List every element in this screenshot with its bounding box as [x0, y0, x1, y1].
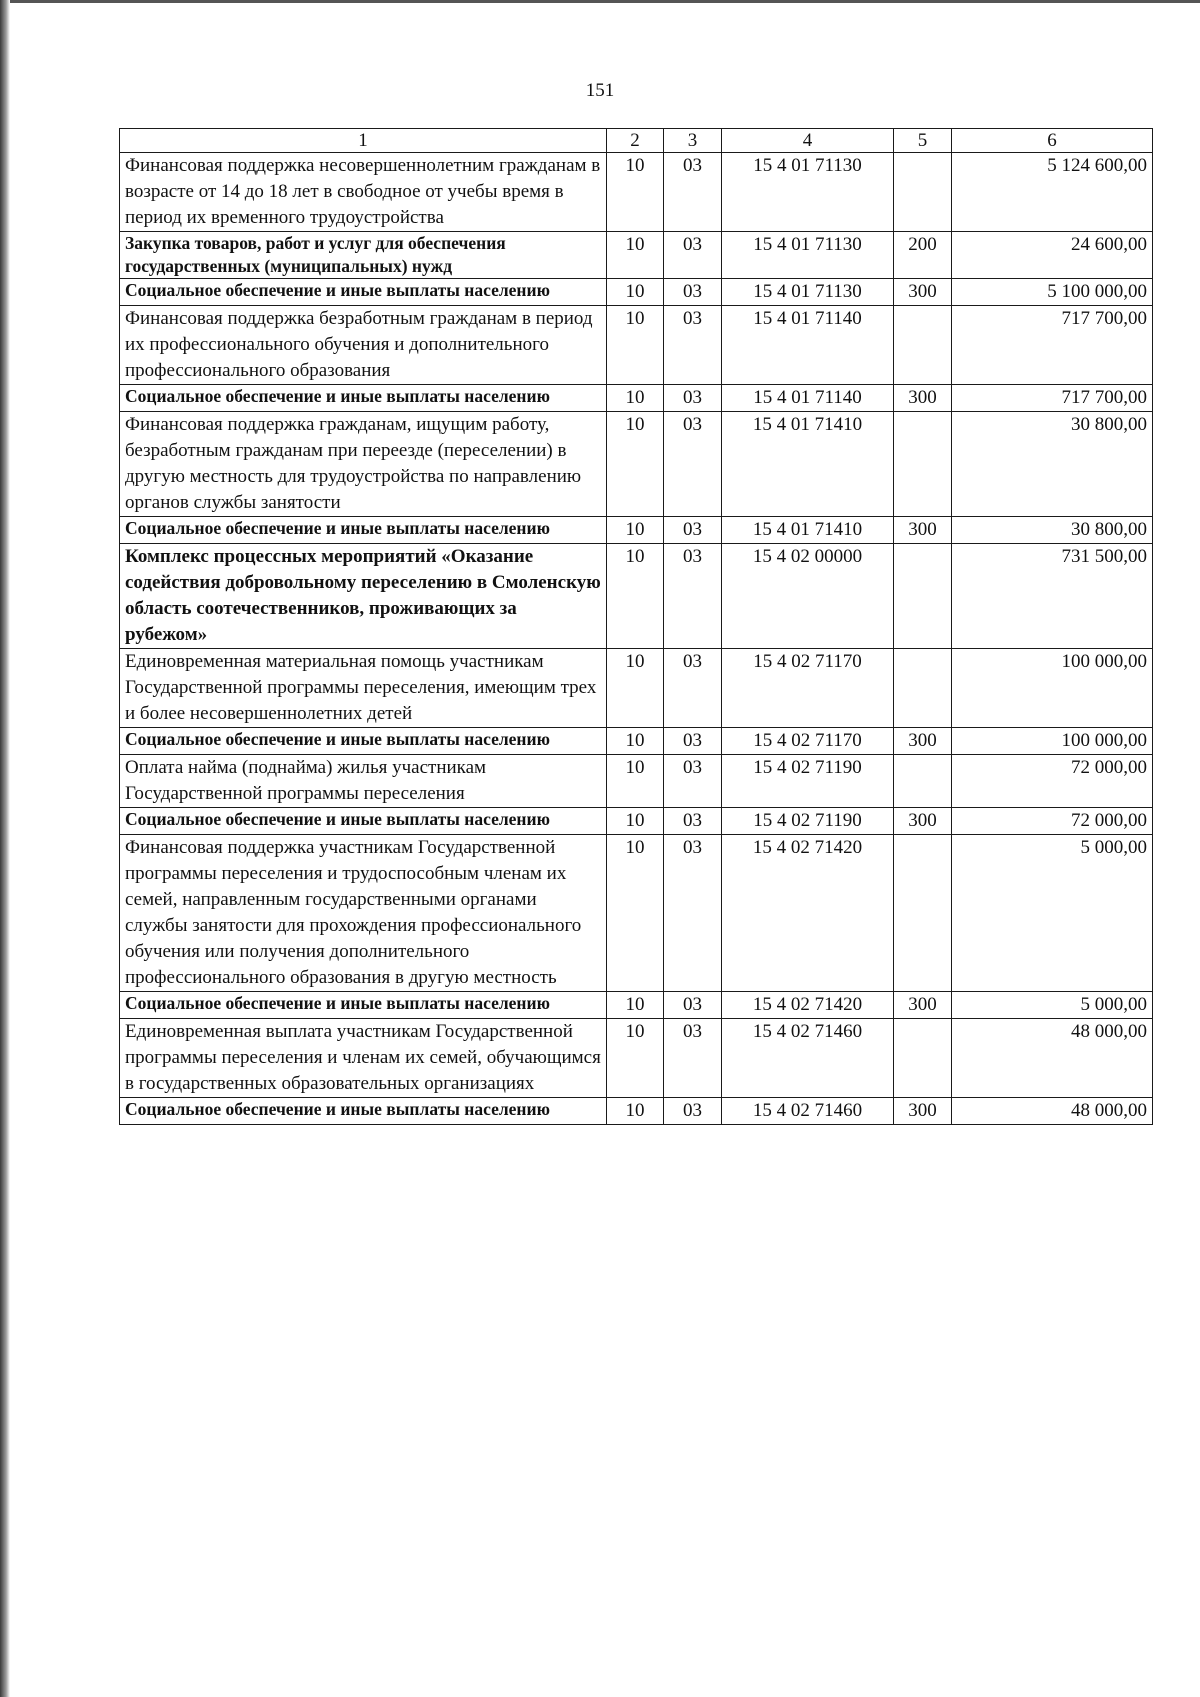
row-expense-type — [894, 649, 952, 728]
row-subsection: 03 — [664, 755, 722, 808]
row-amount: 5 000,00 — [952, 835, 1153, 992]
table-body — [120, 153, 1153, 1125]
row-amount: 5 124 600,00 — [952, 153, 1153, 232]
header-col-2: 2 — [607, 129, 664, 153]
row-amount: 72 000,00 — [952, 808, 1153, 835]
row-expense-type — [894, 306, 952, 385]
row-expense-type: 200 — [894, 232, 952, 279]
header-col-4: 4 — [722, 129, 894, 153]
row-target-code: 15 4 02 71460 — [722, 1019, 894, 1098]
row-target-code: 15 4 02 71420 — [722, 835, 894, 992]
row-description: Социальное обеспечение и иные выплаты населению — [120, 992, 607, 1019]
row-section: 10 — [607, 1019, 664, 1098]
table-row — [120, 412, 1153, 517]
row-description: Финансовая поддержка несовершеннолетним гражданам в возрасте от 14 до 18 лет в свободное от учебы время в период их временного трудоустройства — [120, 153, 607, 232]
table-row — [120, 728, 1153, 755]
row-amount: 30 800,00 — [952, 517, 1153, 544]
table-row — [120, 153, 1153, 232]
row-section: 10 — [607, 412, 664, 517]
row-expense-type: 300 — [894, 728, 952, 755]
scan-edge-top — [0, 0, 1200, 3]
row-target-code: 15 4 02 71190 — [722, 755, 894, 808]
row-target-code: 15 4 01 71410 — [722, 412, 894, 517]
header-col-1: 1 — [120, 129, 607, 153]
table-row — [120, 544, 1153, 649]
row-expense-type: 300 — [894, 279, 952, 306]
row-description: Социальное обеспечение и иные выплаты населению — [120, 279, 607, 306]
row-amount: 5 000,00 — [952, 992, 1153, 1019]
row-amount: 5 100 000,00 — [952, 279, 1153, 306]
row-subsection: 03 — [664, 153, 722, 232]
table-row — [120, 306, 1153, 385]
row-description: Комплекс процессных мероприятий «Оказание содействия добровольному переселению в Смоленскую область соотечественников, проживающих за рубежом» — [120, 544, 607, 649]
row-target-code: 15 4 01 71140 — [722, 385, 894, 412]
page-number: 151 — [585, 80, 615, 101]
header-row — [120, 129, 1153, 153]
row-target-code: 15 4 01 71130 — [722, 232, 894, 279]
row-expense-type: 300 — [894, 1098, 952, 1125]
row-description: Единовременная выплата участникам Государственной программы переселения и членам их семей, обучающимся в государственных образовательных организациях — [120, 1019, 607, 1098]
row-expense-type — [894, 544, 952, 649]
row-amount: 48 000,00 — [952, 1098, 1153, 1125]
row-target-code: 15 4 02 71420 — [722, 992, 894, 1019]
row-amount: 24 600,00 — [952, 232, 1153, 279]
row-expense-type: 300 — [894, 808, 952, 835]
budget-table — [119, 128, 1153, 1125]
table-row — [120, 232, 1153, 279]
row-expense-type — [894, 755, 952, 808]
row-expense-type — [894, 1019, 952, 1098]
row-expense-type: 300 — [894, 992, 952, 1019]
row-section: 10 — [607, 728, 664, 755]
row-subsection: 03 — [664, 306, 722, 385]
row-description: Социальное обеспечение и иные выплаты населению — [120, 1098, 607, 1125]
row-subsection: 03 — [664, 808, 722, 835]
row-description: Единовременная материальная помощь участникам Государственной программы переселения, имеющим трех и более несовершеннолетних детей — [120, 649, 607, 728]
row-section: 10 — [607, 517, 664, 544]
table-row — [120, 1019, 1153, 1098]
row-section: 10 — [607, 279, 664, 306]
row-subsection: 03 — [664, 385, 722, 412]
row-expense-type: 300 — [894, 385, 952, 412]
row-amount: 72 000,00 — [952, 755, 1153, 808]
row-target-code: 15 4 01 71140 — [722, 306, 894, 385]
row-section: 10 — [607, 153, 664, 232]
row-description: Социальное обеспечение и иные выплаты населению — [120, 385, 607, 412]
header-col-3: 3 — [664, 129, 722, 153]
row-subsection: 03 — [664, 544, 722, 649]
row-description: Социальное обеспечение и иные выплаты населению — [120, 808, 607, 835]
row-section: 10 — [607, 992, 664, 1019]
header-col-6: 6 — [952, 129, 1153, 153]
row-amount: 100 000,00 — [952, 728, 1153, 755]
row-subsection: 03 — [664, 649, 722, 728]
row-amount: 717 700,00 — [952, 306, 1153, 385]
row-subsection: 03 — [664, 992, 722, 1019]
table-row — [120, 992, 1153, 1019]
row-expense-type — [894, 835, 952, 992]
row-section: 10 — [607, 232, 664, 279]
row-target-code: 15 4 01 71130 — [722, 153, 894, 232]
scan-edge-left — [0, 0, 10, 1697]
table-row — [120, 1098, 1153, 1125]
row-subsection: 03 — [664, 517, 722, 544]
row-section: 10 — [607, 385, 664, 412]
table-row — [120, 755, 1153, 808]
row-amount: 717 700,00 — [952, 385, 1153, 412]
row-target-code: 15 4 01 71410 — [722, 517, 894, 544]
row-subsection: 03 — [664, 728, 722, 755]
row-subsection: 03 — [664, 835, 722, 992]
row-amount: 48 000,00 — [952, 1019, 1153, 1098]
row-target-code: 15 4 02 00000 — [722, 544, 894, 649]
row-subsection: 03 — [664, 279, 722, 306]
row-description: Закупка товаров, работ и услуг для обеспечения государственных (муниципальных) нужд — [120, 232, 607, 279]
row-target-code: 15 4 01 71130 — [722, 279, 894, 306]
row-section: 10 — [607, 306, 664, 385]
row-section: 10 — [607, 544, 664, 649]
table-row — [120, 279, 1153, 306]
row-subsection: 03 — [664, 232, 722, 279]
table-row — [120, 808, 1153, 835]
row-description: Социальное обеспечение и иные выплаты населению — [120, 728, 607, 755]
row-section: 10 — [607, 808, 664, 835]
row-amount: 30 800,00 — [952, 412, 1153, 517]
row-amount: 100 000,00 — [952, 649, 1153, 728]
header-col-5: 5 — [894, 129, 952, 153]
row-section: 10 — [607, 649, 664, 728]
table-row — [120, 649, 1153, 728]
row-section: 10 — [607, 835, 664, 992]
row-subsection: 03 — [664, 1019, 722, 1098]
row-amount: 731 500,00 — [952, 544, 1153, 649]
row-target-code: 15 4 02 71170 — [722, 728, 894, 755]
row-expense-type: 300 — [894, 517, 952, 544]
row-description: Оплата найма (поднайма) жилья участникам Государственной программы переселения — [120, 755, 607, 808]
row-target-code: 15 4 02 71190 — [722, 808, 894, 835]
row-subsection: 03 — [664, 1098, 722, 1125]
row-subsection: 03 — [664, 412, 722, 517]
table-row — [120, 517, 1153, 544]
row-target-code: 15 4 02 71460 — [722, 1098, 894, 1125]
table-row — [120, 835, 1153, 992]
row-description: Финансовая поддержка гражданам, ищущим работу, безработным гражданам при переезде (переселении) в другую местность для трудоустройства по направлению органов службы занятости — [120, 412, 607, 517]
table-row — [120, 385, 1153, 412]
row-description: Социальное обеспечение и иные выплаты населению — [120, 517, 607, 544]
row-section: 10 — [607, 755, 664, 808]
row-expense-type — [894, 412, 952, 517]
row-expense-type — [894, 153, 952, 232]
row-section: 10 — [607, 1098, 664, 1125]
row-description: Финансовая поддержка безработным гражданам в период их профессионального обучения и дополнительного профессионального образования — [120, 306, 607, 385]
row-target-code: 15 4 02 71170 — [722, 649, 894, 728]
row-description: Финансовая поддержка участникам Государственной программы переселения и трудоспособным членам их семей, направленным государственными органами службы занятости для прохождения профессионального обучения или получения дополнительного профессионального образования в другую местность — [120, 835, 607, 992]
